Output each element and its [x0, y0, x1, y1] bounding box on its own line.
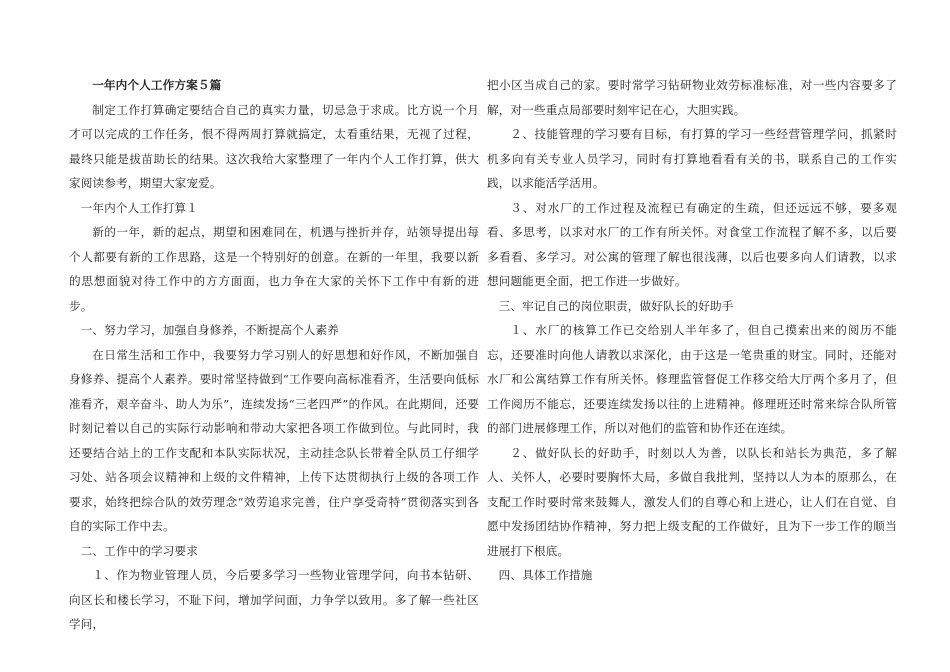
body-paragraph: 新的一年，新的起点，期望和困难同在，机遇与挫折并存，站领导提出每个人都要有新的工作思路，这是一个特别好的创意。在新的一年里，我要以新的思想面貌对待工作中的方方面面，也力争在大家的关怀下工作中有新的进步。	[69, 225, 479, 313]
right-column	[487, 73, 897, 588]
body-paragraph: １、作为物业管理人员，今后要多学习一些物业管理学问，向书本钻研、向区长和楼长学习，不耻下问，增加学问面，力争学以致用。多了解一些社区学问，	[69, 568, 479, 631]
body-paragraph: 在日常生活和工作中，我要努力学习别人的好思想和好作风，不断加强自身修养、提高个人素养。要时常坚持做到“工作要向高标准看齐，生活要向低标准看齐，艰辛奋斗、助人为乐”，连续发扬“三老四严”的作风。在此期间，还要时刻记着以自己的实际行动影响和带动大家把各项工作做到位。与此同时，我还要结合站上的工作支配和本队实际状况，主动挂念队长带着全队员工仔细学习处、站各项会议精神和上级的文件精神，上传下达贯彻执行上级的各项工作要求，始终把综合队的效劳理念“效劳追求完善，住户享受奇特”贯彻落实到各自的实际工作中去。	[69, 347, 479, 533]
intro-paragraph: 制定工作打算确定要结合自己的真实力量，切忌急于求成。比方说一个月才可以完成的工作任务，恨不得两周打算就搞定，太看重结果，无视了过程，最终只能是拔苗助长的结果。这次我给大家整理了一年内个人工作打算，供大家阅读参考，期望大家宠爱。	[69, 102, 479, 190]
body-paragraph: １、水厂的核算工作已交给别人半年多了，但自己摸索出来的阅历不能忘，还要准时向他人请教以求深化，由于这是一笔贵重的财宝。同时，还能对水厂和公寓结算工作有所关怀。修理监管督促工作移交给大厅两个多月了，但工作阅历不能忘，还要连续发扬以往的上进精神。修理班还时常来综合队所管的部门进展修理工作，所以对他们的监管和协作还在连续。	[487, 323, 897, 435]
body-paragraph: ３、对水厂的工作过程及流程已有确定的生疏，但还远远不够，要多观看、多思考，以求对水厂的工作有所关怀。对食堂工作流程了解不多，以后要多看看、多学习。对公寓的管理了解也很浅薄，以后也要多向人们请教，以求想问题能更全面，把工作进一步做好。	[487, 200, 897, 288]
section-heading-4: 四、具体工作措施	[498, 568, 593, 582]
body-paragraph: ２、做好队长的好助手，时刻以人为善，以队长和站长为典范，多了解人、关怀人，必要时要胸怀大局，多做自我批判，坚持以人为本的原那么，在支配工作时要时常来鼓舞人，激发人们的自尊心和上进心，让人们在自觉、自愿中发扬团结协作精神，努力把上级支配的工作做好，且为下一步工作的顺当进展打下根底。	[487, 445, 897, 558]
section-heading-1: 一、努力学习，加强自身修养，不断提高个人素养	[80, 323, 339, 337]
section-heading-2: 二、工作中的学习要求	[80, 543, 199, 558]
left-column	[69, 73, 479, 637]
body-paragraph-continued: 把小区当成自己的家。要时常学习钻研物业效劳标准标准，对一些内容要多了解，对一些重点局部要时刻牢记在心，大胆实践。	[487, 78, 897, 117]
section-heading-plan-1: 一年内个人工作打算１	[80, 200, 199, 215]
section-heading-3: 三、牢记自己的岗位职责，做好队长的好助手	[498, 298, 734, 313]
document-title: 一年内个人工作方案５篇	[92, 78, 222, 92]
body-paragraph: ２、技能管理的学习要有目标，有打算的学习一些经营管理学问，抓紧时机多向有关专业人员学习，同时有打算地看看有关的书，联系自己的工作实践，以求能活学活用。	[487, 127, 897, 190]
